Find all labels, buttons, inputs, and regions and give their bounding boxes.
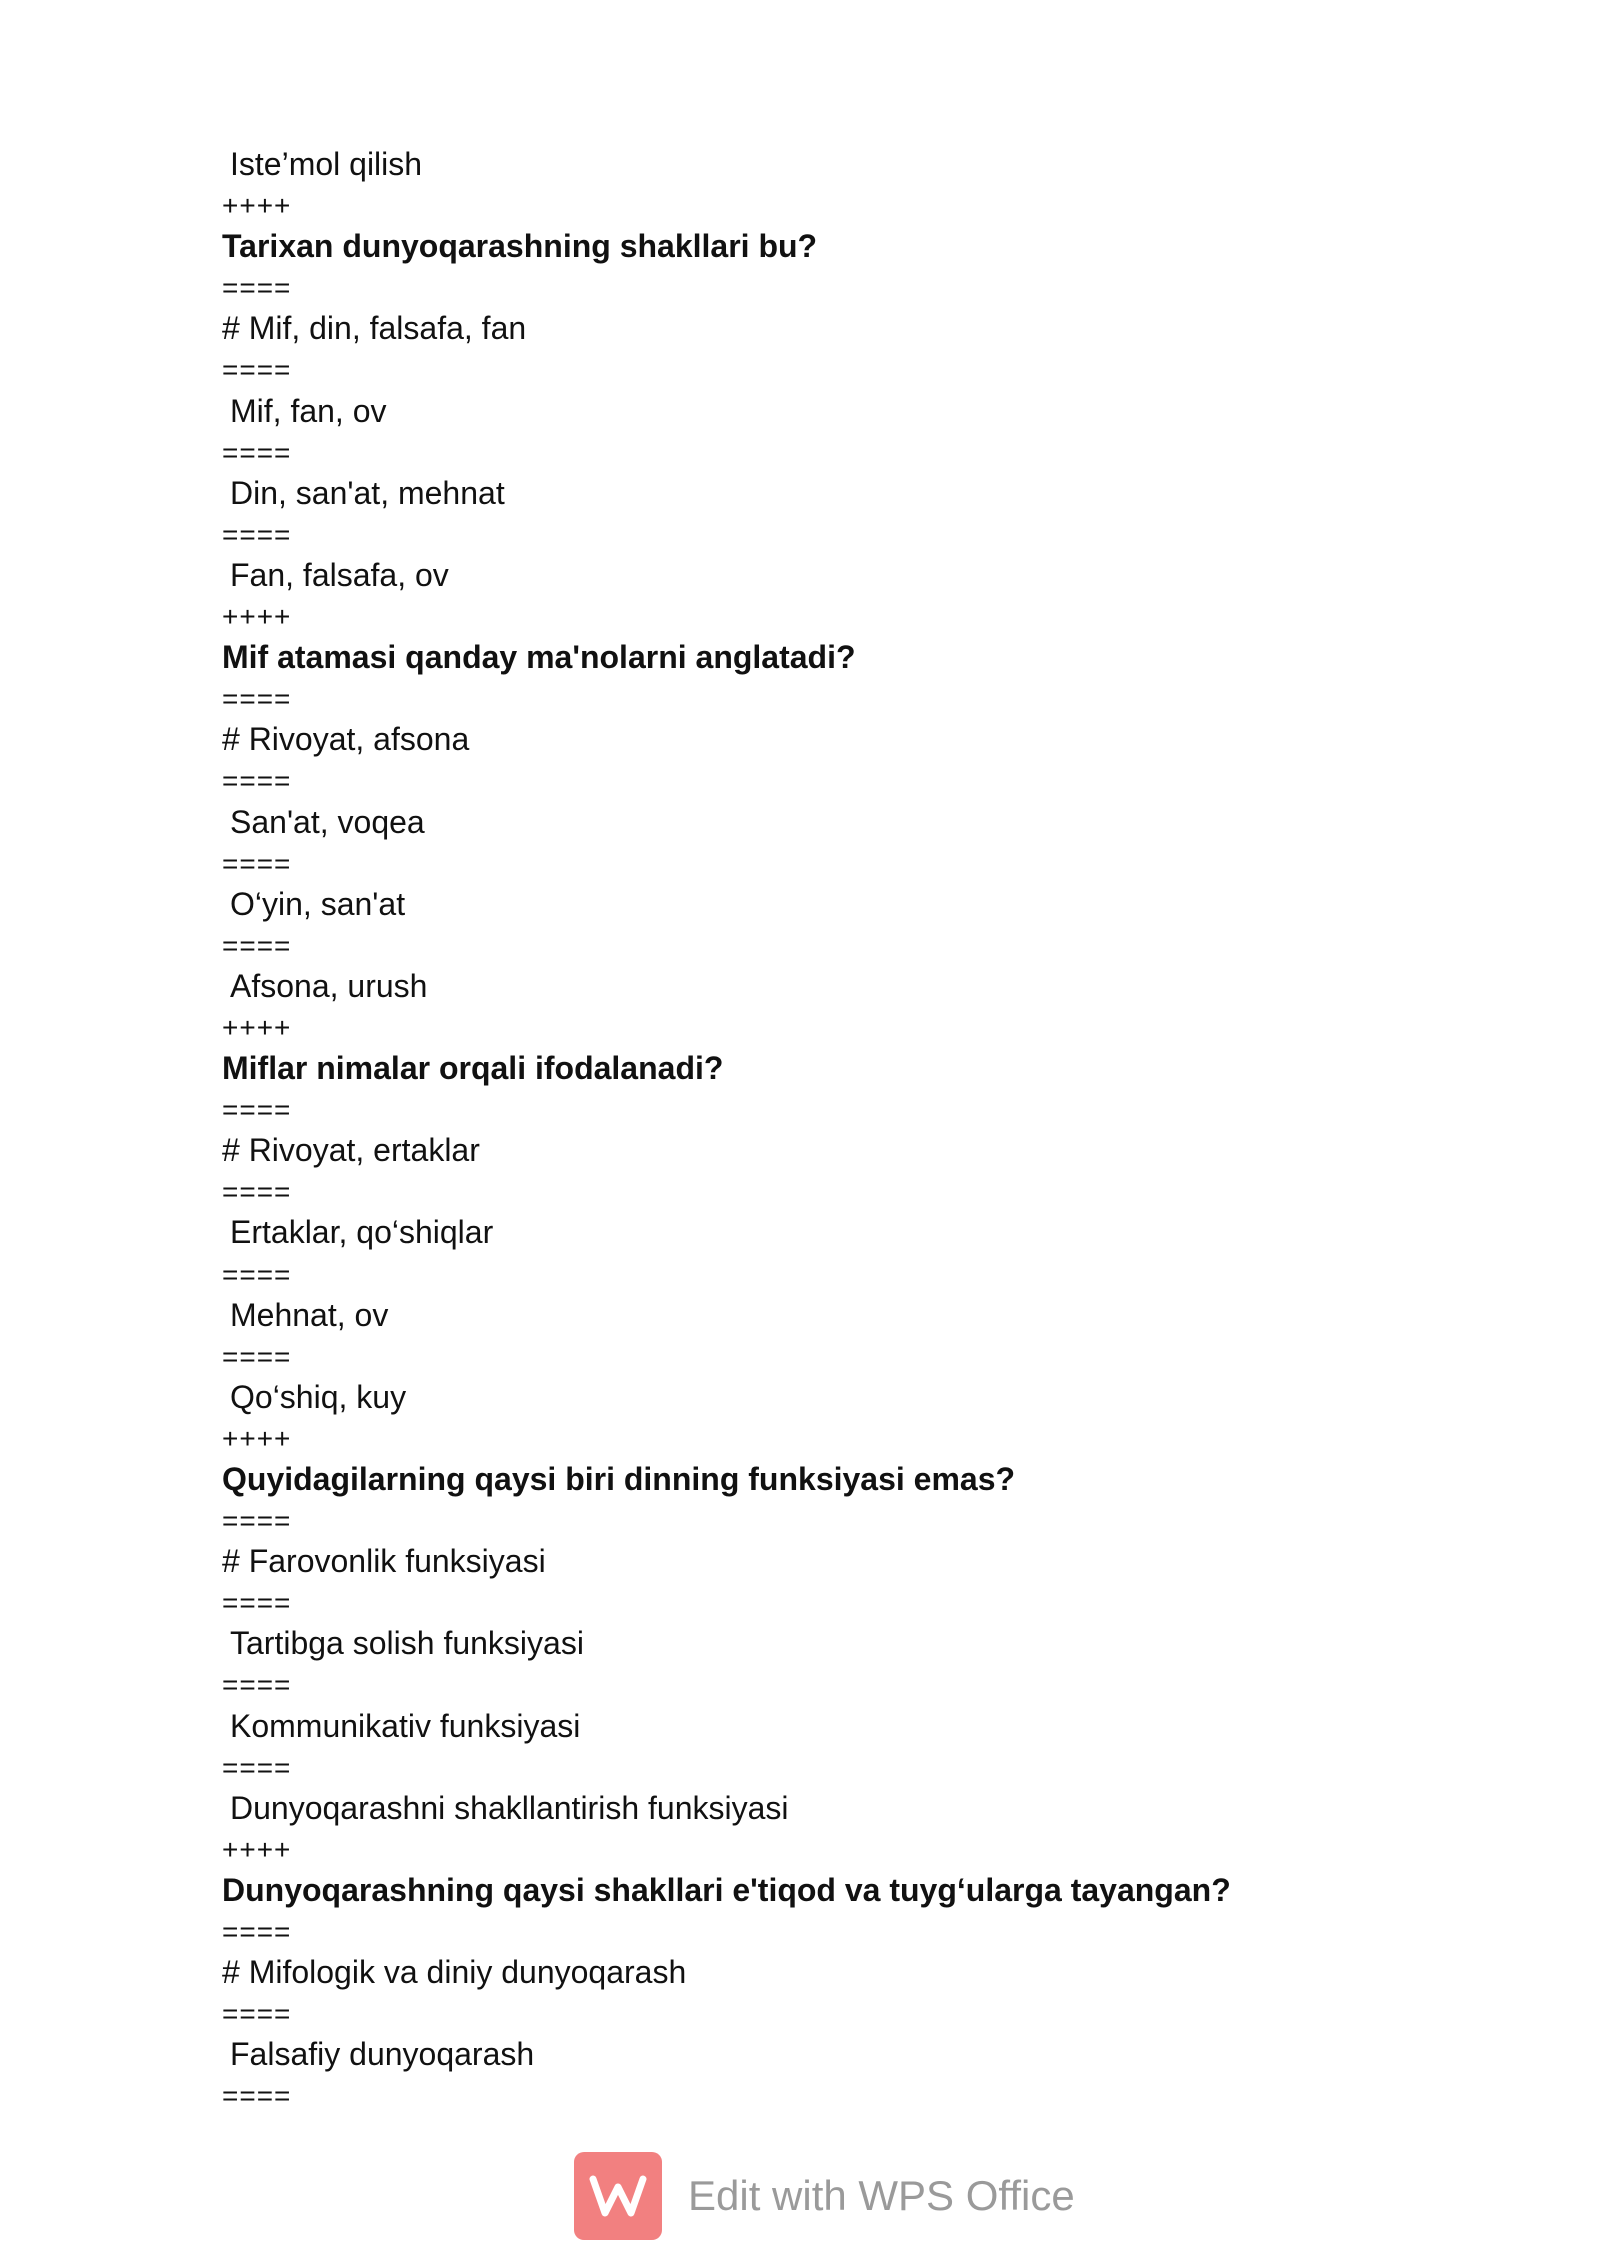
wps-w-glyph-icon (589, 2173, 647, 2219)
document-body (222, 144, 1522, 2117)
correct-option-line: # Farovonlik funksiyasi (222, 1543, 546, 1580)
question-line: Dunyoqarashning qaysi shakllari e'tiqod va tuyg‘ularga tayangan? (222, 1871, 1231, 1908)
correct-option-line: # Rivoyat, afsona (222, 721, 470, 758)
option-line: Qo‘shiq, kuy (230, 1378, 407, 1415)
separator-line: ==== (222, 2080, 292, 2112)
separator-line: ==== (222, 929, 292, 961)
separator-line: ++++ (222, 1011, 292, 1043)
correct-option-line: # Mifologik va diniy dunyoqarash (222, 1954, 687, 1991)
option-line: San'at, voqea (230, 803, 425, 840)
option-line: Kommunikativ funksiyasi (230, 1707, 581, 1744)
option-line: Falsafiy dunyoqarash (230, 2036, 535, 2073)
separator-line: ==== (222, 1094, 292, 1126)
separator-line: ==== (222, 436, 292, 468)
separator-line: ==== (222, 1340, 292, 1372)
separator-line: ==== (222, 765, 292, 797)
separator-line: ==== (222, 1916, 292, 1948)
question-line: Miflar nimalar orqali ifodalanadi? (222, 1050, 724, 1087)
separator-line: ==== (222, 354, 292, 386)
separator-line: ==== (222, 1587, 292, 1619)
question-line: Quyidagilarning qaysi biri dinning funksiyasi emas? (222, 1461, 1016, 1497)
option-line: Afsona, urush (230, 967, 428, 1004)
option-line: Fan, falsafa, ov (230, 556, 449, 593)
correct-option-line: # Mif, din, falsafa, fan (222, 310, 527, 347)
separator-line: ++++ (222, 1833, 292, 1865)
option-line: Mehnat, ov (230, 1296, 389, 1333)
separator-line: ++++ (222, 190, 292, 222)
question-line: Tarixan dunyoqarashning shakllari bu? (222, 228, 818, 265)
option-line: Tartibga solish funksiyasi (230, 1625, 584, 1662)
wps-watermark-label: Edit with WPS Office (688, 2172, 1075, 2219)
separator-line: ==== (222, 847, 292, 879)
separator-line: ==== (222, 1258, 292, 1290)
separator-line: ==== (222, 1669, 292, 1701)
option-line: Ertaklar, qo‘shiqlar (230, 1214, 494, 1251)
separator-line: ==== (222, 1998, 292, 2030)
separator-line: ++++ (222, 1422, 292, 1454)
option-line: Din, san'at, mehnat (230, 474, 505, 511)
option-line: Iste’mol qilish (230, 146, 423, 182)
separator-line: ==== (222, 1176, 292, 1208)
option-line: Mif, fan, ov (230, 392, 387, 429)
correct-option-line: # Rivoyat, ertaklar (222, 1132, 480, 1169)
option-line: Dunyoqarashni shakllantirish funksiyasi (230, 1789, 789, 1826)
separator-line: ==== (222, 518, 292, 550)
wps-watermark[interactable] (574, 2152, 1075, 2240)
question-line: Mif atamasi qanday ma'nolarni anglatadi? (222, 639, 856, 676)
separator-line: ==== (222, 272, 292, 304)
separator-line: ==== (222, 683, 292, 715)
separator-line: ==== (222, 1751, 292, 1783)
wps-logo-icon (574, 2152, 662, 2240)
option-line: O‘yin, san'at (230, 885, 406, 922)
separator-line: ++++ (222, 601, 292, 633)
separator-line: ==== (222, 1505, 292, 1537)
